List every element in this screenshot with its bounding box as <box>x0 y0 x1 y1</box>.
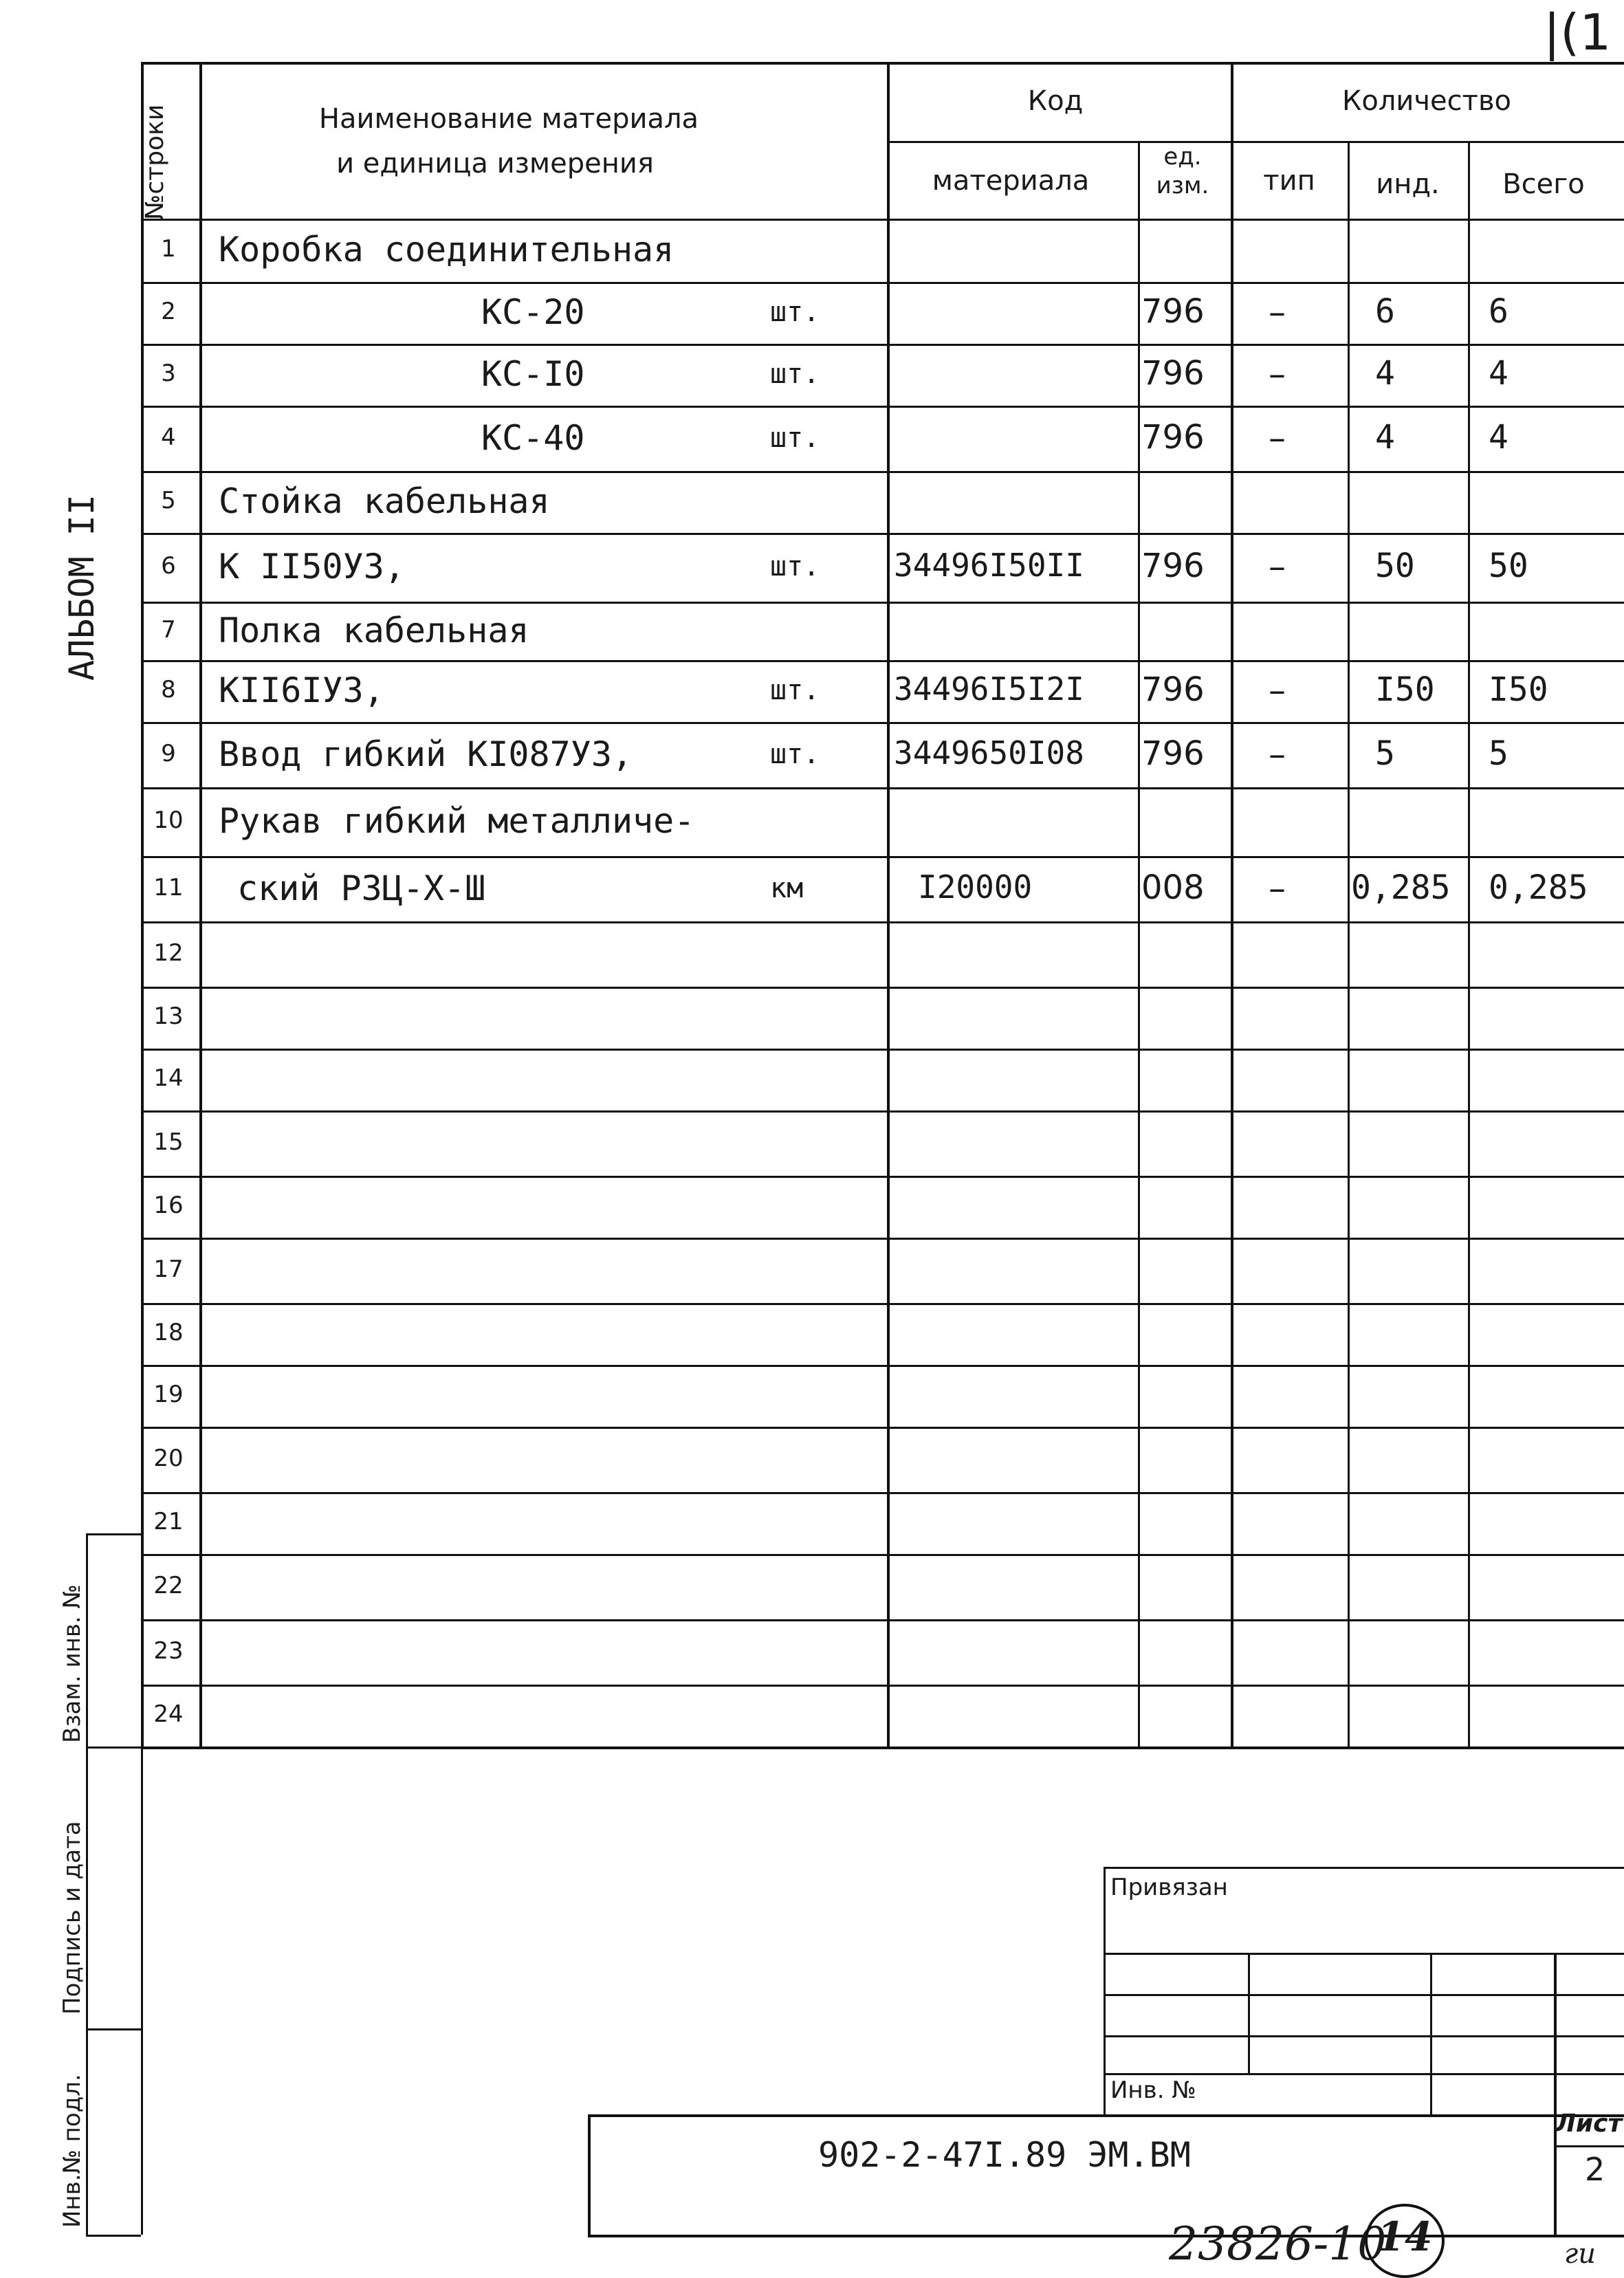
row-unit-code: 796 <box>1141 354 1205 393</box>
sheet-number: 2 <box>1585 2151 1605 2188</box>
row-number: 20 <box>153 1444 184 1472</box>
row-number: 3 <box>161 360 176 387</box>
rownum-column-divider <box>199 62 202 1746</box>
row-number: 17 <box>153 1255 184 1283</box>
name-column-divider <box>887 62 890 1746</box>
row-name: Полка кабельная <box>219 610 529 650</box>
row-number: 12 <box>153 939 184 967</box>
document-code: 902-2-47I.89 ЭМ.ВМ <box>818 2135 1191 2175</box>
row-divider <box>141 219 1624 221</box>
row-name: К II50УЗ, <box>219 547 405 587</box>
row-total-qty: 50 <box>1489 547 1528 585</box>
row-number: 9 <box>161 739 176 767</box>
type-column-divider <box>1348 141 1350 1746</box>
row-divider <box>141 1238 1624 1240</box>
row-number: 13 <box>153 1003 184 1030</box>
linked-block-line <box>1104 1953 1624 1955</box>
code-header: Код <box>1027 85 1084 117</box>
row-divider <box>141 856 1624 858</box>
row-material-code: 3449650I08 <box>894 734 1084 771</box>
row-ind-qty: 6 <box>1375 292 1395 331</box>
row-material-code: I20000 <box>918 868 1033 906</box>
row-ind-qty: 50 <box>1375 547 1415 585</box>
row-name: Рукав гибкий металличе- <box>219 801 695 841</box>
row-type: – <box>1269 868 1286 908</box>
row-name: КС-20 <box>481 292 585 332</box>
handwritten-archive-number: 23826-10 <box>1169 2217 1387 2270</box>
row-unit-code: 008 <box>1141 868 1205 907</box>
circled-number: 14 <box>1376 2213 1433 2260</box>
row-number: 24 <box>153 1700 184 1728</box>
row-divider <box>141 722 1624 724</box>
row-divider <box>141 1554 1624 1556</box>
replace-inv-label: Взам. инв. № <box>58 1584 86 1743</box>
row-material-code: 34496I50II <box>894 547 1084 584</box>
quantity-header: Количество <box>1341 85 1511 117</box>
sheet-divider <box>1554 2145 1624 2147</box>
row-divider <box>141 660 1624 662</box>
inv-orig-label: Инв.№ подл. <box>58 2074 86 2228</box>
row-number: 22 <box>153 1571 184 1599</box>
row-type: – <box>1269 417 1286 458</box>
row-divider <box>141 987 1624 989</box>
row-divider <box>141 1492 1624 1494</box>
row-number: 14 <box>153 1064 184 1092</box>
stamp-inv-label: Инв. № <box>1110 2077 1196 2104</box>
row-type: – <box>1269 292 1286 332</box>
sheet-label: Лист <box>1555 2110 1623 2138</box>
row-number: 21 <box>153 1508 184 1535</box>
row-type: – <box>1269 547 1286 587</box>
row-name: КС-I0 <box>481 354 585 394</box>
row-name: ский РЗЦ-Х-Ш <box>237 868 486 908</box>
row-number: 11 <box>153 873 184 901</box>
row-unit-code: 796 <box>1141 734 1205 773</box>
sheet-column-divider <box>1554 1953 1557 2235</box>
row-number: 2 <box>161 298 176 325</box>
row-type: – <box>1269 354 1286 394</box>
linked-block-line <box>1104 2073 1624 2075</box>
row-unit: шт. <box>770 738 820 770</box>
row-ind-qty: 5 <box>1375 734 1395 773</box>
row-divider <box>141 1427 1624 1429</box>
row-divider <box>141 787 1624 789</box>
row-total-qty: 5 <box>1489 734 1508 773</box>
margin-frame-line <box>86 1746 141 1749</box>
row-number: 16 <box>153 1192 184 1219</box>
row-divider <box>141 471 1624 473</box>
name-header-line2: и единица измерения <box>336 148 654 179</box>
row-number: 8 <box>161 676 176 703</box>
row-unit: шт. <box>770 421 820 454</box>
stamp-top-border <box>588 2114 1624 2117</box>
header-divider <box>887 141 1624 143</box>
row-divider <box>141 602 1624 604</box>
row-unit: шт. <box>770 296 820 328</box>
row-number: 10 <box>153 807 184 834</box>
table-top-border <box>141 62 1624 65</box>
unit-column-divider <box>1231 62 1233 1746</box>
row-total-qty: I50 <box>1489 670 1548 709</box>
linked-block-line <box>1104 1994 1624 1996</box>
row-type: – <box>1269 734 1286 774</box>
row-number: 6 <box>161 552 176 580</box>
total-header: Всего <box>1502 168 1585 200</box>
row-ind-qty: 4 <box>1375 417 1395 457</box>
type-header: тип <box>1263 165 1315 197</box>
row-number: 4 <box>161 423 176 451</box>
row-type: – <box>1269 670 1286 710</box>
row-name: Коробка соединительная <box>219 230 674 270</box>
table-bottom-border <box>141 1746 1624 1749</box>
stamp-bottom-border <box>588 2235 1624 2237</box>
linked-block-left <box>1104 1867 1106 2114</box>
row-divider <box>141 1110 1624 1113</box>
corner-mark: |(1 <box>1544 3 1612 61</box>
row-total-qty: 0,285 <box>1489 868 1588 907</box>
unit-header-line1: ед. <box>1163 143 1202 171</box>
margin-frame-line <box>86 2235 141 2237</box>
linked-block-col <box>1248 1953 1250 2073</box>
row-divider <box>141 533 1624 535</box>
side-album-label: АЛЬБОМ II <box>62 494 102 681</box>
row-divider <box>141 344 1624 346</box>
row-number: 7 <box>161 615 176 644</box>
row-name: Стойка кабельная <box>219 481 550 521</box>
ind-header: инд. <box>1376 168 1440 200</box>
name-header-line1: Наименование материала <box>318 103 699 135</box>
row-material-code: 34496I5I2I <box>894 670 1084 708</box>
row-divider <box>141 1176 1624 1178</box>
row-unit: шт. <box>770 551 820 582</box>
linked-block-top <box>1104 1867 1624 1869</box>
linked-block-line <box>1104 2035 1624 2037</box>
row-number: 15 <box>153 1128 184 1156</box>
row-divider <box>141 1365 1624 1367</box>
row-unit-code: 796 <box>1141 417 1205 457</box>
margin-frame-line <box>86 2028 141 2030</box>
row-unit-code: 796 <box>1141 547 1205 585</box>
row-ind-qty: 4 <box>1375 354 1395 393</box>
margin-frame-outer <box>86 1533 88 2235</box>
linked-label: Привязан <box>1110 1874 1228 1901</box>
circled-number-badge <box>1365 2204 1445 2278</box>
row-total-qty: 4 <box>1489 354 1508 393</box>
linked-block-col <box>1430 1953 1432 2114</box>
row-number: 23 <box>153 1636 184 1665</box>
row-divider <box>141 1049 1624 1051</box>
row-number: 5 <box>161 487 176 514</box>
margin-frame-line <box>86 1533 141 1535</box>
row-unit: км <box>770 872 804 904</box>
material-header: материала <box>932 165 1090 197</box>
code-column-divider <box>1138 141 1140 1746</box>
row-number: 18 <box>153 1319 184 1346</box>
unit-header-line2: изм. <box>1156 172 1209 199</box>
row-name: КС-40 <box>481 417 585 458</box>
row-name: Ввод гибкий КI087УЗ, <box>219 734 633 774</box>
row-divider <box>141 1685 1624 1687</box>
row-divider <box>141 1619 1624 1621</box>
row-divider <box>141 1303 1624 1305</box>
row-ind-qty: 0,285 <box>1351 868 1451 907</box>
row-ind-qty: I50 <box>1375 670 1435 709</box>
row-divider <box>141 282 1624 284</box>
rownum-header: №строки <box>141 104 169 220</box>
ind-column-divider <box>1468 141 1470 1746</box>
row-number: 1 <box>161 235 176 263</box>
stamp-left-border <box>588 2114 591 2235</box>
signature-date-label: Подпись и дата <box>58 1821 86 2015</box>
row-divider <box>141 406 1624 408</box>
row-number: 19 <box>153 1381 184 1408</box>
row-total-qty: 6 <box>1489 292 1508 331</box>
row-total-qty: 4 <box>1489 417 1508 457</box>
row-unit: шт. <box>770 358 820 390</box>
row-unit: шт. <box>770 675 820 706</box>
corner-scribble: ги <box>1564 2238 1596 2270</box>
row-name: КII6IУЗ, <box>219 670 384 710</box>
row-unit-code: 796 <box>1141 292 1205 331</box>
row-divider <box>141 921 1624 923</box>
row-unit-code: 796 <box>1141 670 1205 709</box>
